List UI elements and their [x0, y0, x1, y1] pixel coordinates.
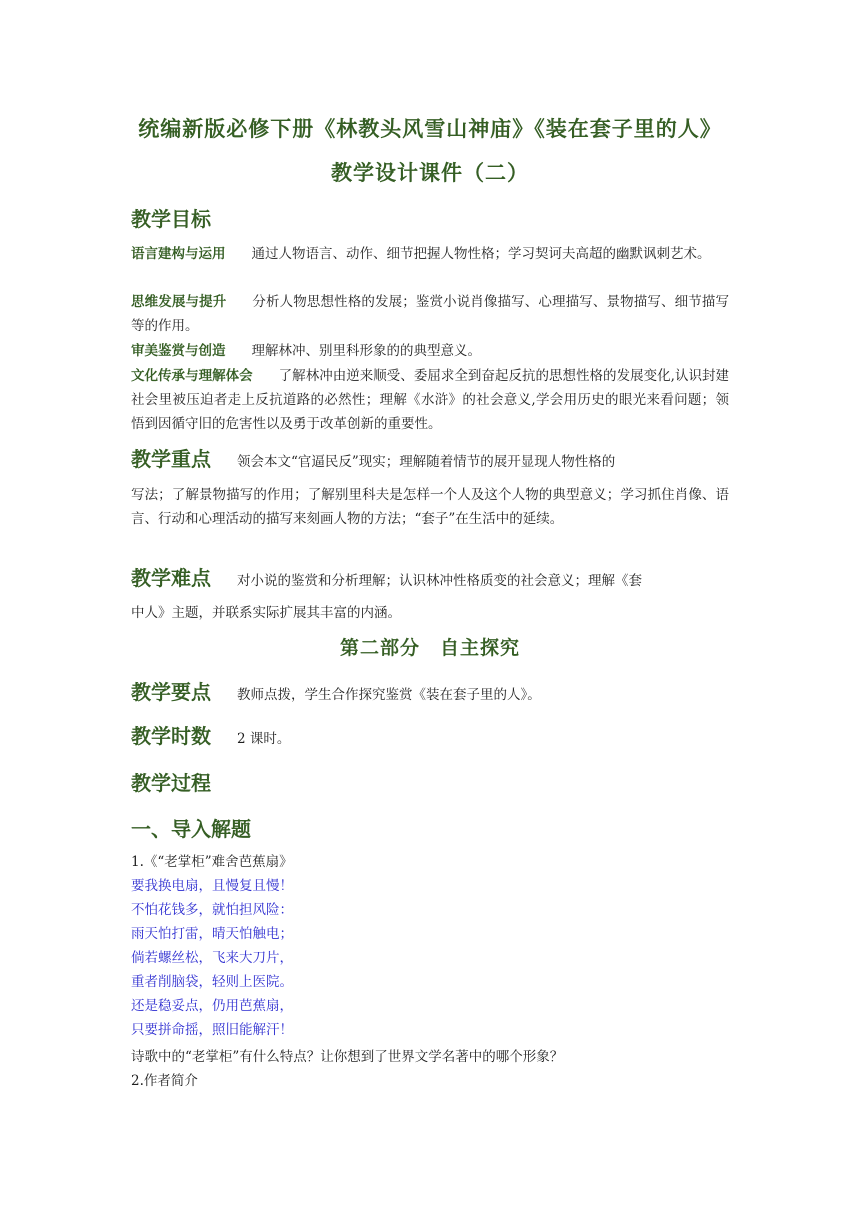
- poem-line: 不怕花钱多，就怕担风险：: [131, 902, 293, 918]
- goal-item-language: [131, 242, 729, 266]
- key-heading: 教学要点: [131, 680, 211, 704]
- goal-label: 语言建构与运用: [131, 246, 226, 262]
- process-heading: 教学过程: [131, 771, 211, 795]
- difficulty-text-first: 对小说的鉴赏和分析理解；认识林冲性格质变的社会意义；理解《套: [237, 573, 642, 589]
- key-text: 教师点拨，学生合作探究鉴赏《装在套子里的人》。: [237, 687, 541, 703]
- focus-text-rest: 写法；了解景物描写的作用；了解别里科夫是怎样一个人及这个人物的典型意义；学习抓住肖像、语言、行动和心理活动的描写来刻画人物的方法；“套子”在生活中的延续。: [131, 487, 729, 527]
- focus-text-first: 领会本文“官逼民反”现实；理解随着情节的展开显现人物性格的: [237, 454, 616, 470]
- author-intro-heading: 2.作者简介: [131, 1073, 198, 1089]
- difficulty-heading: 教学难点: [131, 566, 211, 590]
- goals-heading: 教学目标: [131, 207, 211, 231]
- goal-item-thinking: [131, 290, 729, 338]
- section1-heading: 一、导入解题: [131, 817, 251, 841]
- goal-text: 分析人物思想性格的发展；鉴赏小说肖像描写、心理描写、景物描写、细节描写等的作用。: [131, 294, 730, 334]
- goal-text: 理解林冲、别里科形象的的典型意义。: [251, 343, 481, 359]
- goal-text: 通过人物语言、动作、细节把握人物性格；学习契诃夫高超的幽默讽刺艺术。: [251, 246, 711, 262]
- poem-line: 要我换电扇，且慢复且慢！: [131, 878, 293, 894]
- goal-label: 审美鉴赏与创造: [131, 343, 226, 359]
- poem-question: 诗歌中的“老掌柜”有什么特点？让你想到了世界文学名著中的哪个形象？: [131, 1049, 564, 1065]
- goal-text: 了解林冲由逆来顺受、委屈求全到奋起反抗的思想性格的发展变化,认识封建社会里被压迫者走上反抗道路的必然性；理解《水浒》的社会意义,学会用历史的眼光来看问题；领悟到因循守旧的危害性以及勇于改革创新的重要性。: [131, 368, 729, 432]
- teaching-difficulty: [131, 563, 729, 596]
- poem-line: 重者削脑袋，轻则上医院。: [131, 974, 293, 990]
- poem-title: 1.《“老掌柜”难舍芭蕉扇》: [131, 854, 293, 870]
- part2-heading: 第二部分 自主探究: [339, 637, 520, 659]
- teaching-key-points: [131, 677, 729, 710]
- goal-item-culture: [131, 364, 729, 436]
- focus-heading: 教学重点: [131, 447, 211, 471]
- goal-label: 思维发展与提升: [131, 294, 227, 310]
- poem-line: 只要拼命摇，照旧能解汗！: [131, 1022, 293, 1038]
- poem-line: 还是稳妥点，仍用芭蕉扇，: [131, 998, 293, 1014]
- teaching-hours: [131, 721, 729, 754]
- difficulty-text-rest: 中人》主题，并联系实际扩展其丰富的内涵。: [131, 605, 401, 621]
- document-title-line2: 教学设计课件（二）: [331, 161, 529, 185]
- poem-line: 倘若螺丝松，飞来大刀片，: [131, 950, 293, 966]
- goal-label: 文化传承与理解体会: [131, 368, 253, 384]
- hours-text: 2 课时。: [237, 731, 291, 747]
- document-title-line1: 统编新版必修下册《林教头风雪山神庙》《装在套子里的人》: [138, 117, 722, 141]
- goal-item-aesthetic: [131, 339, 729, 363]
- hours-heading: 教学时数: [131, 724, 211, 748]
- teaching-focus: [131, 444, 729, 477]
- poem-line: 雨天怕打雷，晴天怕触电；: [131, 926, 293, 942]
